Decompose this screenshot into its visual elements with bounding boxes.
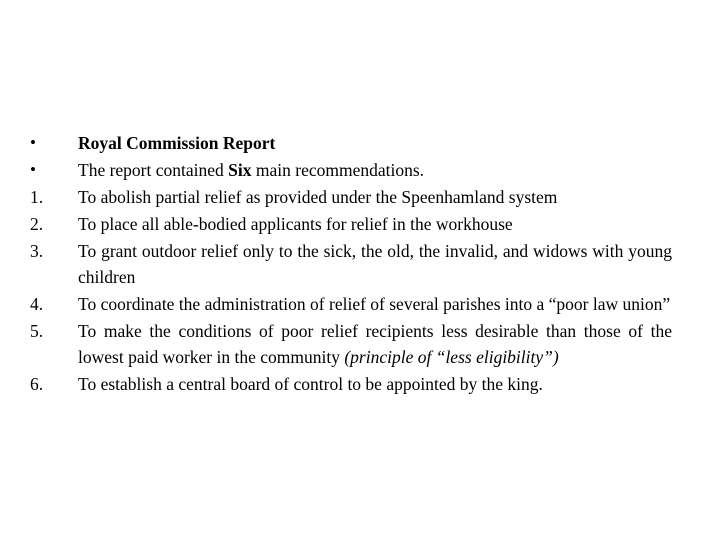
bullet-item — [30, 130, 672, 156]
bullet-marker: • — [30, 133, 36, 152]
recommendation-text: To coordinate the administration of relief of several parishes into a “poor law union” — [78, 294, 671, 314]
recommendation-item — [30, 184, 672, 210]
recommendation-item — [30, 238, 672, 290]
recommendation-number: 2. — [30, 214, 44, 234]
bullet-marker: • — [30, 160, 36, 179]
recommendation-item — [30, 371, 672, 397]
recommendation-item — [30, 291, 672, 317]
recommendation-text: To grant outdoor relief only to the sick, the old, the invalid, and widows with young children — [78, 241, 672, 287]
recommendation-text: To place all able-bodied applicants for relief in the workhouse — [78, 214, 513, 234]
slide-content — [30, 130, 672, 398]
recommendation-number: 6. — [30, 374, 44, 394]
recommendation-text: To abolish partial relief as provided under the Speenhamland system — [78, 187, 558, 207]
report-summary — [78, 157, 672, 183]
summary-text-before: The report contained — [78, 160, 229, 180]
recommendation-number: 4. — [30, 294, 44, 314]
recommendation-text — [78, 318, 672, 370]
recommendation-text: To establish a central board of control to be appointed by the king. — [78, 374, 543, 394]
summary-count: Six — [228, 160, 252, 180]
recommendation-number: 1. — [30, 187, 44, 207]
recommendation-number: 5. — [30, 321, 44, 341]
report-title: Royal Commission Report — [78, 133, 276, 153]
recommendation-number: 3. — [30, 241, 44, 261]
summary-text-after: main recommendations. — [251, 160, 425, 180]
recommendation-item — [30, 211, 672, 237]
recommendation-text-main: To make the conditions of poor relief recipients less desirable than those of the lowest paid worker in the community — [78, 321, 672, 367]
bullet-item — [30, 157, 672, 183]
recommendation-item — [30, 318, 672, 370]
recommendation-text-italic: (principle of “less eligibility”) — [344, 347, 559, 367]
